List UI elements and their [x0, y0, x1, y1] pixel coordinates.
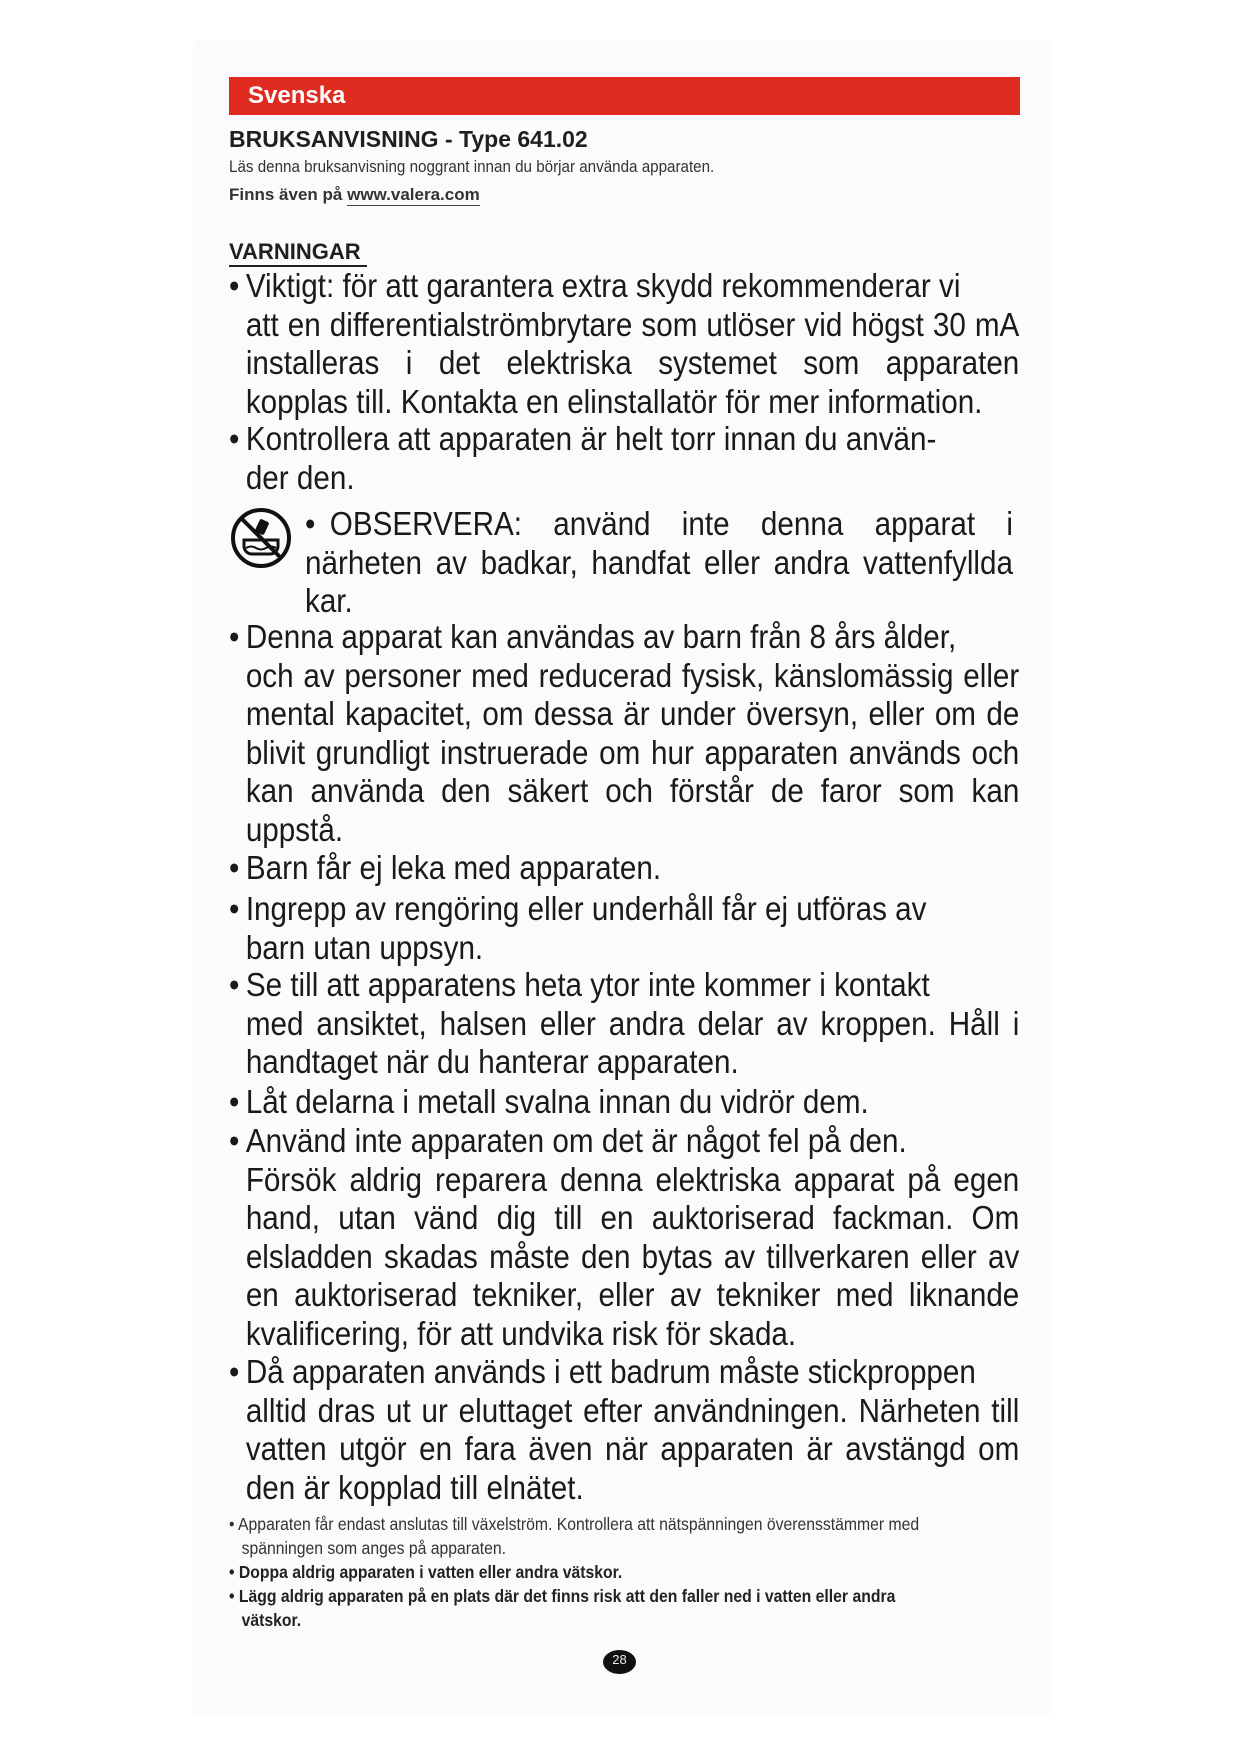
section-heading: VARNINGAR: [229, 239, 367, 267]
warning-item-first-line: Kontrollera att apparaten är helt torr innan du använ-: [245, 421, 937, 458]
warning-item-continuation: att en differentialströmbrytare som utlöser vid högst 30 mA installeras i det elektriska systemet som apparaten kopplas till. Kontakta en elinstallatör för mer information.: [245, 306, 1020, 421]
bullet: •: [229, 1123, 240, 1160]
website-prefix: Finns även på: [229, 185, 343, 204]
bullet: •: [229, 421, 240, 458]
warning-item-first-line: Se till att apparatens heta ytor inte kommer i kontakt: [245, 967, 930, 1004]
warning-item: [229, 619, 1019, 850]
page-number: 28: [603, 1650, 636, 1674]
observe-notice: [305, 506, 1013, 622]
small-note-first-line: Lägg aldrig apparaten på en plats där det finns risk att den faller ned i vatten eller andra: [238, 1586, 896, 1606]
warning-item: [229, 1354, 1019, 1508]
small-note-first-line: Apparaten får endast anslutas till växelström. Kontrollera att nätspänningen överensstämmer med: [238, 1514, 920, 1534]
bullet: •: [305, 506, 316, 543]
warning-item: [229, 421, 1019, 498]
no-bathtub-warning-icon: [229, 506, 293, 570]
bullet: •: [229, 1562, 235, 1582]
warning-item-first-line: Viktigt: för att garantera extra skydd rekommenderar vi: [245, 268, 961, 305]
warning-item-continuation: och av personer med reducerad fysisk, känslomässig eller mental kapacitet, om dessa är under översyn, eller om de blivit grundligt instruerade om hur apparaten används och kan använda den säkert och förstår de faror som kan uppstå.: [245, 657, 1020, 849]
warning-item-first-line: Använd inte apparaten om det är något fel på den.: [245, 1123, 907, 1160]
language-label: Svenska: [248, 82, 346, 109]
small-note-continuation: vätskor.: [241, 1610, 302, 1630]
warning-item-first-line: Denna apparat kan användas av barn från 8 års ålder,: [245, 619, 957, 656]
warning-item-first-line: Då apparaten används i ett badrum måste stickproppen: [245, 1354, 976, 1391]
bullet: •: [229, 1586, 235, 1606]
warning-item-continuation: Försök aldrig reparera denna elektriska apparat på egen hand, utan vänd dig till en auktoriserad fackman. Om elsladden skadas måste den bytas av tillverkaren eller av en auktoriserad tekniker, eller av tekniker med liknande kvalificering, för att undvika risk för skada.: [245, 1161, 1020, 1353]
small-note-first-line: Doppa aldrig apparaten i vatten eller andra vätskor.: [238, 1562, 623, 1582]
warning-item-continuation: barn utan uppsyn.: [245, 929, 484, 967]
language-banner: [229, 77, 1020, 115]
document-subtitle: Läs denna bruksanvisning noggrant innan du börjar använda apparaten.: [229, 158, 715, 176]
warning-item-continuation: der den.: [245, 459, 355, 497]
warning-item: [229, 1123, 1019, 1354]
bullet: •: [229, 1514, 235, 1534]
warning-item-first-line: Ingrepp av rengöring eller underhåll får ej utföras av: [245, 891, 927, 928]
warning-item: [229, 891, 1019, 968]
bullet: •: [229, 967, 240, 1004]
bullet: •: [229, 891, 240, 928]
small-note: [229, 1584, 1019, 1632]
document-title: BRUKSANVISNING - Type 641.02: [229, 126, 588, 152]
small-note: [229, 1512, 1019, 1560]
observe-text: OBSERVERA: använd inte denna apparat i närheten av badkar, handfat eller andra vattenfyllda kar.: [305, 506, 1013, 620]
bullet: •: [229, 850, 240, 887]
small-note-continuation: spänningen som anges på apparaten.: [241, 1538, 507, 1558]
website-link[interactable]: www.valera.com: [347, 185, 480, 204]
small-note: [229, 1560, 1019, 1584]
warning-item: [229, 268, 1019, 422]
warning-item-continuation: med ansiktet, halsen eller andra delar av kroppen. Håll i handtaget när du hanterar apparaten.: [245, 1005, 1020, 1081]
bullet: •: [229, 268, 240, 305]
warning-item-continuation: alltid dras ut ur eluttaget efter användningen. Närheten till vatten utgör en fara även när apparaten är avstängd om den är kopplad till elnätet.: [245, 1392, 1020, 1507]
warning-item-first-line: Låt delarna i metall svalna innan du vidrör dem.: [245, 1084, 869, 1121]
bullet: •: [229, 619, 240, 656]
website-line: [229, 185, 480, 205]
warning-item-first-line: Barn får ej leka med apparaten.: [245, 850, 662, 887]
warning-item: [229, 967, 1019, 1083]
warning-item: [229, 850, 1019, 889]
bullet: •: [229, 1084, 240, 1121]
bullet: •: [229, 1354, 240, 1391]
warning-item: [229, 1084, 1019, 1123]
